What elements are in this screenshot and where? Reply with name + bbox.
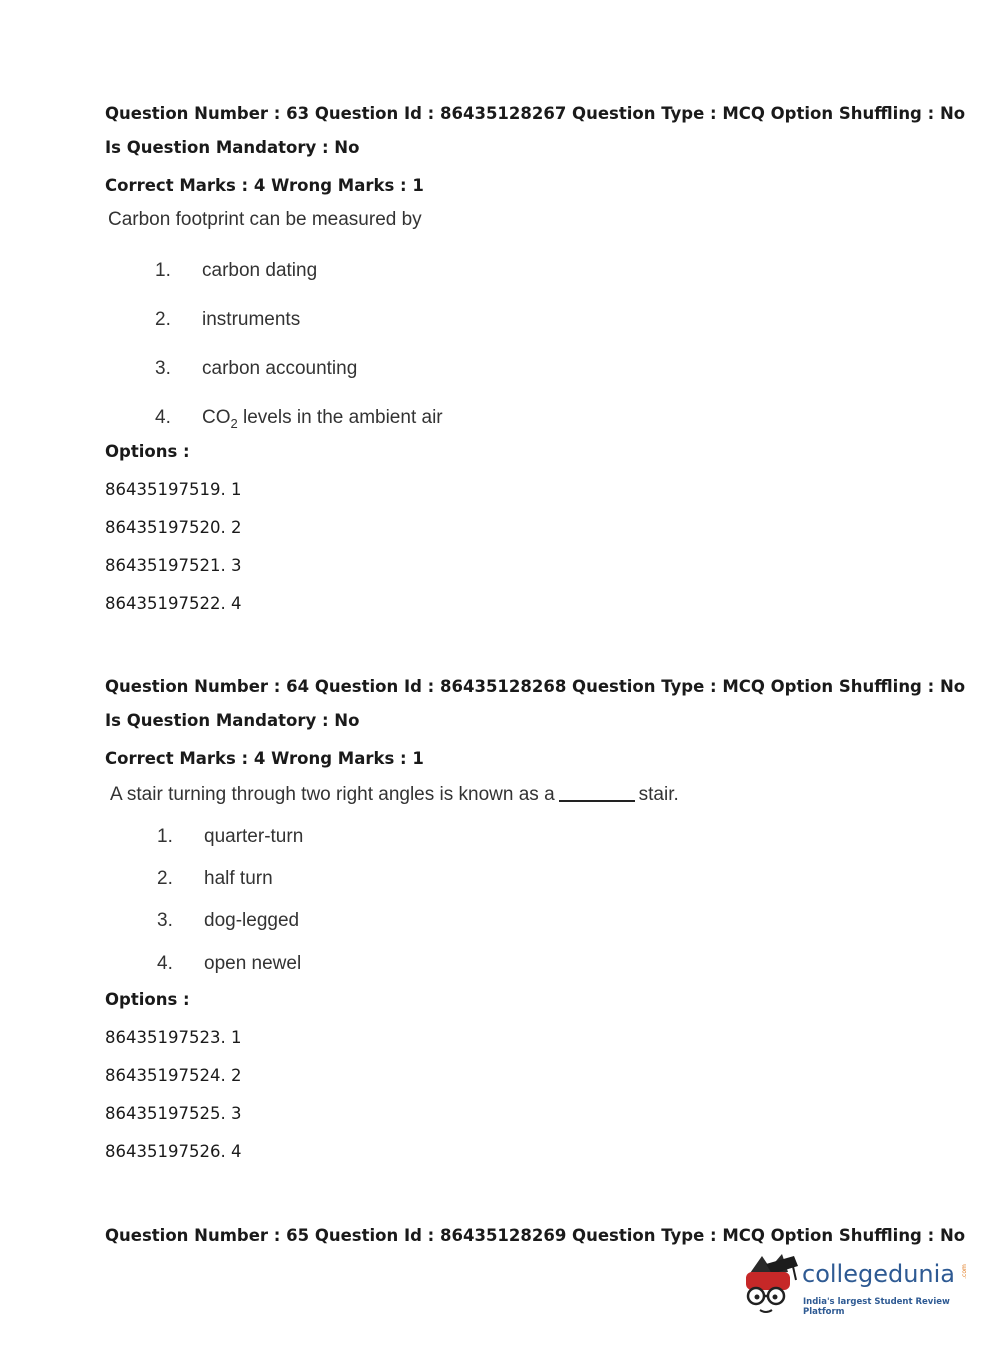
choice-text [202,407,443,431]
option-id: 86435197521. 3 [105,556,242,575]
choice-number: 3. [155,358,171,379]
choice-text: carbon accounting [202,358,358,379]
collegedunia-logo [742,1250,972,1320]
choice-number: 4. [155,407,171,428]
options-label: Options : [105,990,190,1009]
question-mandatory: Is Question Mandatory : No [105,138,360,157]
logo-wordmark: collegedunia [802,1260,956,1288]
choice-number: 4. [157,953,173,974]
question-text-start: A stair turning through two right angles is known as a [110,784,555,805]
choice-text: half turn [204,868,273,889]
option-id: 86435197520. 2 [105,518,242,537]
mascot-icon [742,1250,802,1320]
option-id: 86435197525. 3 [105,1104,242,1123]
question-header: Question Number : 64 Question Id : 86435128268 Question Type : MCQ Option Shuffling : No [105,677,966,696]
choice-number: 2. [155,309,171,330]
choice-number: 1. [155,260,171,281]
question-marks: Correct Marks : 4 Wrong Marks : 1 [105,749,424,768]
option-id: 86435197523. 1 [105,1028,242,1047]
choice-number: 1. [157,826,173,847]
question-marks: Correct Marks : 4 Wrong Marks : 1 [105,176,424,195]
choice-text: instruments [202,309,301,330]
co2-formula-co: CO [202,407,231,428]
choice-number: 3. [157,910,173,931]
logo-domain-suffix: .com [960,1264,968,1279]
question-text-end: stair. [638,784,679,805]
choice-number: 2. [157,868,173,889]
option-id: 86435197522. 4 [105,594,242,613]
question-header: Question Number : 65 Question Id : 86435128269 Question Type : MCQ Option Shuffling : No [105,1226,966,1245]
option-id: 86435197524. 2 [105,1066,242,1085]
question-mandatory: Is Question Mandatory : No [105,711,360,730]
question-text [110,784,679,806]
choice-text: quarter-turn [204,826,304,847]
option-id: 86435197526. 4 [105,1142,242,1161]
question-header: Question Number : 63 Question Id : 86435128267 Question Type : MCQ Option Shuffling : No [105,104,966,123]
options-label: Options : [105,442,190,461]
fill-in-blank [559,800,635,802]
choice-text: open newel [204,953,302,974]
choice-text: carbon dating [202,260,318,281]
logo-tagline: India's largest Student Review Platform [803,1297,950,1317]
co2-formula-subscript: 2 [230,415,238,431]
choice-text-rest: levels in the ambient air [237,407,443,428]
question-text: Carbon footprint can be measured by [108,209,422,230]
choice-text: dog-legged [204,910,300,931]
option-id: 86435197519. 1 [105,480,242,499]
